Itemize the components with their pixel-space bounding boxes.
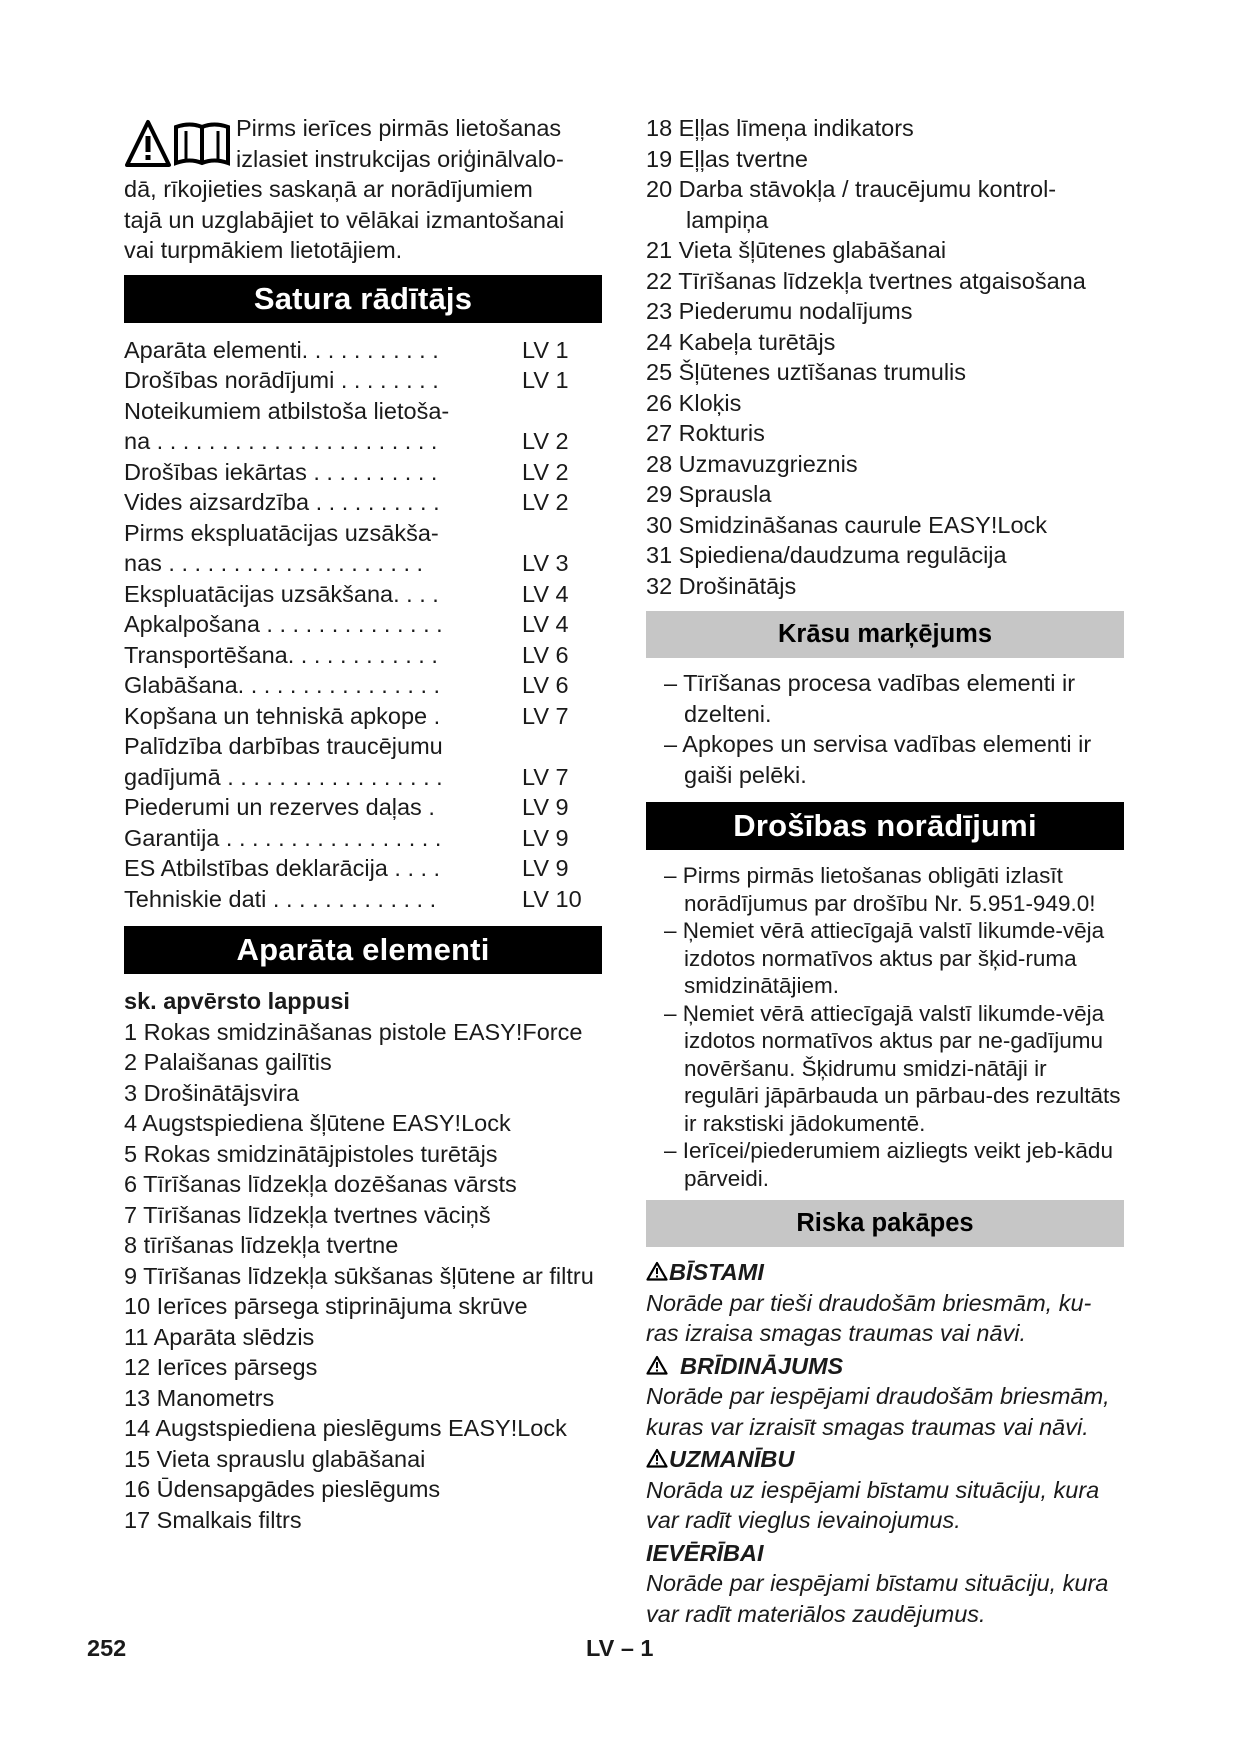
toc-entry-page: LV 9 [522,824,569,851]
toc-entry [124,487,602,518]
element-list-item: 10 Ierīces pārsega stiprinājuma skrūve [124,1293,528,1319]
toc-entry-title: Tehniskie dati . . . . . . . . . . . . . [124,885,437,912]
warning-book-icon [124,119,236,171]
element-list-item: 12 Ierīces pārsegs [124,1354,318,1380]
risk-level-description: Norāda uz iespējami bīstamu situāciju, kura var radīt vieglus ievainojumus. [646,1476,1100,1533]
element-list-item: 25 Šļūtenes uztīšanas trumulis [646,359,967,385]
toc-entry-page: LV 3 [522,550,569,576]
toc-entry-title: Piederumi un rezerves daļas . [124,794,435,820]
risk-level-label: IEVĒRĪBAI [646,1539,764,1566]
elements-subtitle: sk. apvērsto lappusi [124,988,350,1014]
element-list-item: 24 Kabeļa turētājs [646,328,836,355]
color-marking-list [646,668,1124,790]
toc-entry-page: LV 1 [522,336,569,363]
element-list-item: 22 Tīrīšanas līdzekļa tvertnes atgaisošana [646,267,1086,294]
toc-entry-title: nas . . . . . . . . . . . . . . . . . . . . [124,550,424,576]
toc-entry-page: LV 6 [522,672,569,698]
toc-entry-page: LV 10 [522,885,582,912]
toc-title: Satura rādītājs [124,275,602,323]
intro-line-5: vai turpmākiem lietotājiem. [124,237,403,263]
safety-item: – Ierīcei/piederumiem aizliegts veikt jeb-kādu pārveidi. [664,1138,1113,1191]
toc-entry-title: Apkalpošana . . . . . . . . . . . . . . [124,611,443,637]
intro-line-3: dā, rīkojieties saskaņā ar norādījumiem [124,176,533,202]
intro-line-1: Pirms ierīces pirmās lietošanas [236,115,562,141]
element-list-item: 20 Darba stāvokļa / traucējumu kontrol-lampiņa [646,176,1057,233]
toc-entry [124,701,602,732]
toc-entry [124,792,602,823]
toc-entry-title: Drošības norādījumi . . . . . . . . [124,367,439,393]
color-marking-item: – Tīrīšanas procesa vadības elementi ir dzelteni. [664,670,1076,727]
color-marking-title: Krāsu marķējums [646,611,1124,658]
table-of-contents [124,335,602,915]
toc-entry-line: Pirms ekspluatācijas uzsākša- [124,519,439,546]
risk-level-description: Norāde par iespējami draudošām briesmām, kuras var izraisīt smagas traumas vai nāvi. [646,1383,1110,1440]
toc-entry-page: LV 7 [522,702,569,729]
toc-entry-page: LV 7 [522,763,569,790]
element-list-item: 6 Tīrīšanas līdzekļa dozēšanas vārsts [124,1171,517,1197]
right-column [646,113,1124,1629]
safety-list [646,862,1124,1192]
element-list-item: 8 tīrīšanas līdzekļa tvertne [124,1232,399,1258]
toc-entry [124,670,602,701]
risk-level-heading [646,1257,1124,1288]
element-list-item: 26 Kloķis [646,389,742,416]
element-list-item: 30 Smidzināšanas caurule EASY!Lock [646,511,1048,538]
toc-entry-page: LV 4 [522,580,569,607]
elements-title: Aparāta elementi [124,926,602,974]
toc-entry-line: Palīdzība darbības traucējumu [124,733,443,759]
risk-levels-list [646,1257,1124,1629]
element-list-item: 17 Smalkais filtrs [124,1506,302,1533]
element-list-item: 13 Manometrs [124,1384,275,1411]
risk-level-heading [646,1444,1124,1475]
element-list-item: 5 Rokas smidzinātājpistoles turētājs [124,1140,498,1167]
toc-entry-title: Vides aizsardzība . . . . . . . . . . [124,489,440,515]
toc-entry-page: LV 2 [522,428,569,454]
toc-entry [124,426,602,457]
toc-entry-page: LV 1 [522,367,569,393]
element-list-item: 19 Eļļas tvertne [646,145,808,172]
toc-entry [124,335,602,366]
toc-entry-title: Glabāšana. . . . . . . . . . . . . . . . [124,672,441,698]
element-list-item: 14 Augstspiediena pieslēgums EASY!Lock [124,1415,567,1441]
toc-entry [124,457,602,488]
toc-entry-title: Drošības iekārtas . . . . . . . . . . [124,458,438,485]
element-list-item: 27 Rokturis [646,420,765,446]
safety-title: Drošības norādījumi [646,802,1124,850]
toc-entry-title: Transportēšana. . . . . . . . . . . . [124,641,438,668]
toc-entry-title: na . . . . . . . . . . . . . . . . . . . . . . [124,428,438,454]
risk-level-label: BĪSTAMI [669,1259,764,1285]
intro-line-4: tajā un uzglabājiet to vēlākai izmantošanai [124,206,565,233]
toc-entry-page: LV 2 [522,489,569,515]
element-list-item: 29 Sprausla [646,481,772,507]
element-list-item: 7 Tīrīšanas līdzekļa tvertnes vāciņš [124,1201,491,1228]
toc-entry [124,609,602,640]
risk-level-label: BRĪDINĀJUMS [680,1352,844,1379]
toc-entry [124,579,602,610]
toc-entry [124,823,602,854]
toc-entry [124,884,602,915]
toc-entry [124,640,602,671]
risk-levels-title: Riska pakāpes [646,1200,1124,1247]
toc-entry-line: Noteikumiem atbilstoša lietoša- [124,397,450,424]
intro-paragraph [124,113,602,266]
element-list-item: 18 Eļļas līmeņa indikators [646,115,914,141]
color-marking-item: – Apkopes un servisa vadības elementi ir gaiši pelēki. [664,731,1092,788]
element-list-item: 23 Piederumu nodalījums [646,298,913,324]
warning-triangle-icon [646,1446,668,1472]
element-list-item: 1 Rokas smidzināšanas pistole EASY!Force [124,1018,583,1045]
warning-triangle-icon [646,1353,668,1379]
safety-item: – Ņemiet vērā attiecīgajā valstī likumde-vēja izdotos normatīvos aktus par ne-gadījumu novēršanu. Šķidrumu smidzi-nātāji ir regulāri jāpārbauda un pārbau-des rezultāts ir rakstiski jādokumentē. [664,1000,1121,1136]
toc-entry-title: Ekspluatācijas uzsākšana. . . . [124,580,439,607]
risk-level-heading [646,1538,1124,1569]
element-list-item: 15 Vieta sprauslu glabāšanai [124,1445,426,1472]
element-list-item: 32 Drošinātājs [646,572,797,599]
page-number: 252 [87,1635,127,1661]
warning-manual-icons [124,119,236,171]
toc-entry [124,548,602,579]
footer-language-page: LV – 1 [586,1635,654,1661]
element-list-item: 9 Tīrīšanas līdzekļa sūkšanas šļūtene ar filtru [124,1262,594,1289]
elements-list-left [124,1017,602,1536]
safety-item: – Ņemiet vērā attiecīgajā valstī likumde-vēja izdotos normatīvos aktus par šķid-ruma smidzinātājiem. [664,918,1105,998]
risk-level-label: UZMANĪBU [669,1446,795,1472]
toc-entry-page: LV 2 [522,458,569,485]
toc-entry-page: LV 9 [522,855,569,881]
warning-triangle-icon [646,1259,668,1285]
toc-entry-page: LV 6 [522,641,569,668]
risk-level-description: Norāde par iespējami bīstamu situāciju, kura var radīt materiālos zaudējumus. [646,1570,1109,1627]
element-list-item: 28 Uzmavuzgrieznis [646,450,858,477]
element-list-item: 2 Palaišanas gailītis [124,1049,332,1075]
safety-item: – Pirms pirmās lietošanas obligāti izlasīt norādījumus par drošību Nr. 5.951-949.0! [664,863,1096,916]
toc-entry-title: Garantija . . . . . . . . . . . . . . . . . [124,824,442,851]
left-column [124,113,602,1535]
toc-entry-title: gadījumā . . . . . . . . . . . . . . . . . [124,763,443,790]
toc-entry [124,365,602,396]
element-list-item: 16 Ūdensapgādes pieslēgums [124,1476,441,1502]
element-list-item: 11 Aparāta slēdzis [124,1323,315,1350]
toc-entry [124,762,602,793]
intro-line-2: izlasiet instrukcijas oriģinālvalo- [236,145,564,172]
element-list-item: 21 Vieta šļūtenes glabāšanai [646,237,947,263]
risk-level-description: Norāde par tieši draudošām briesmām, ku-ras izraisa smagas traumas vai nāvi. [646,1289,1092,1346]
toc-entry-page: LV 9 [522,794,569,820]
toc-entry-title: Kopšana un tehniskā apkope . [124,702,441,729]
risk-level-heading [646,1351,1124,1382]
toc-entry-title: ES Atbilstības deklarācija . . . . [124,855,441,881]
toc-entry [124,853,602,884]
element-list-item: 31 Spiediena/daudzuma regulācija [646,542,1007,568]
element-list-item: 3 Drošinātājsvira [124,1079,300,1106]
toc-entry-page: LV 4 [522,611,569,637]
element-list-item: 4 Augstspiediena šļūtene EASY!Lock [124,1110,511,1136]
toc-entry-title: Aparāta elementi. . . . . . . . . . . [124,336,439,363]
elements-list-right [646,113,1124,601]
